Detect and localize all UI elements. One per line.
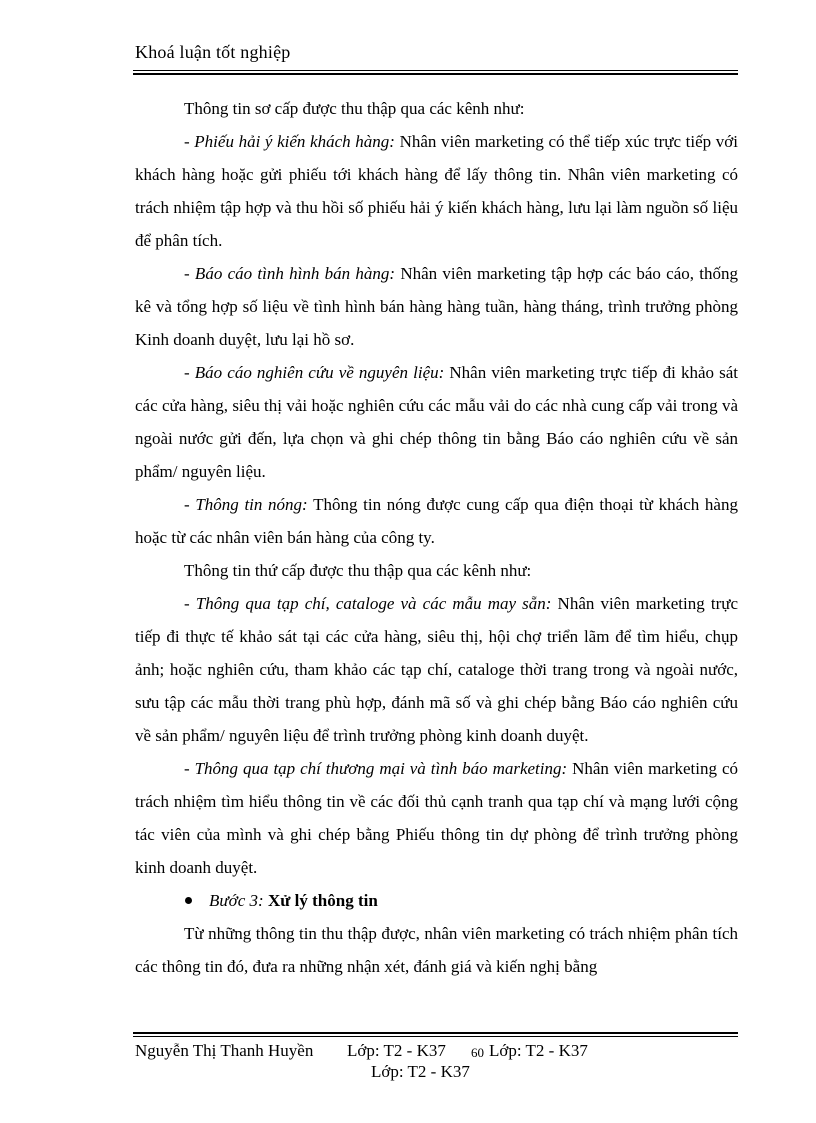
document-header-title: Khoá luận tốt nghiệp [135,42,291,62]
document-footer [135,1040,738,1082]
paragraph-trade-intelligence: - Thông qua tạp chí thương mại và tình báo marketing: Nhân viên marketing có trách nhiệm tìm hiểu thông tin về các đối thủ cạnh tranh qua tạp chí và mạng lưới cộng tác viên của mình và ghi chép bằng Phiếu thông tin dự phòng để trình trưởng phòng kinh doanh duyệt. [135,759,738,877]
paragraph-magazines: - Thông qua tạp chí, cataloge và các mẫu may sẵn: Nhân viên marketing trực tiếp đi thực tế khảo sát tại các cửa hàng, siêu thị, hội chợ triển lãm để tìm hiểu, chụp ảnh; hoặc nghiên cứu, tham khảo các tạp chí, cataloge thời trang trong và ngoài nước, sưu tập các mẫu thời trang phù hợp, đánh mã số và ghi chép bằng Báo cáo nghiên cứu về sản phẩm/ nguyên liệu để trình trưởng phòng kinh doanh duyệt. [135,594,738,745]
step-label: Bước 3: [209,891,264,910]
paragraph-customer-survey: - Phiếu hải ý kiến khách hàng: Nhân viên marketing có thể tiếp xúc trực tiếp với khách hàng hoặc gửi phiếu tới khách hàng để lấy thông tin. Nhân viên marketing có trách nhiệm tập hợp và thu hồi số phiếu hải ý kiến khách hàng, lưu lại làm nguồn số liệu để phân tích. [135,132,738,250]
header-rule-top [133,70,738,71]
footer-author: Nguyễn Thị Thanh Huyền [135,1041,314,1060]
paragraph-processing: Từ những thông tin thu thập được, nhân viên marketing có trách nhiệm phân tích các thông tin đó, đưa ra những nhận xét, đánh giá và kiến nghị bằng [135,924,738,976]
header-rule-bottom [133,73,738,75]
paragraph-hot-info: - Thông tin nóng: Thông tin nóng được cung cấp qua điện thoại từ khách hàng hoặc từ các nhân viên bán hàng của công ty. [135,495,738,547]
label-magazines: - Thông qua tạp chí, cataloge và các mẫu may sẵn: [184,594,552,613]
footer-row-second [135,1061,738,1082]
footer-class-repeat: Lớp: T2 - K37 [489,1041,588,1060]
label-sales-report: - Báo cáo tình hình bán hàng: [184,264,396,283]
document-body [135,92,738,983]
step-title: Xử lý thông tin [267,891,378,910]
bullet-icon [185,897,192,904]
label-hot-info: - Thông tin nóng: [184,495,308,514]
footer-rule-top [133,1032,738,1034]
footer-rule-bottom [133,1036,738,1037]
label-material-report: - Báo cáo nghiên cứu về nguyên liệu: [184,363,445,382]
footer-class-second: Lớp: T2 - K37 [371,1062,470,1081]
paragraph-material-report: - Báo cáo nghiên cứu về nguyên liệu: Nhân viên marketing trực tiếp đi khảo sát các cửa hàng, siêu thị vải hoặc nghiên cứu các mẫu vải do các nhà cung cấp vải trong và ngoài nước gửi đến, lựa chọn và ghi chép thông tin bằng Báo cáo nghiên cứu về sản phẩm/ nguyên liệu. [135,363,738,481]
footer-class: Lớp: T2 - K37 [347,1041,446,1060]
paragraph-sales-report: - Báo cáo tình hình bán hàng: Nhân viên marketing tập hợp các báo cáo, thống kê và tổng hợp số liệu về tình hình bán hàng hàng tuần, hàng tháng, trình trưởng phòng Kinh doanh duyệt, lưu lại hồ sơ. [135,264,738,349]
page-number: 60 [471,1045,484,1060]
paragraph-secondary-intro: Thông tin thứ cấp được thu thập qua các kênh như: [184,561,532,580]
label-customer-survey: - Phiếu hải ý kiến khách hàng: [184,132,395,151]
footer-row-main [135,1040,738,1061]
label-trade-intelligence: - Thông qua tạp chí thương mại và tình báo marketing: [184,759,568,778]
step-3-heading [135,884,738,917]
paragraph-primary-intro: Thông tin sơ cấp được thu thập qua các kênh như: [184,99,525,118]
